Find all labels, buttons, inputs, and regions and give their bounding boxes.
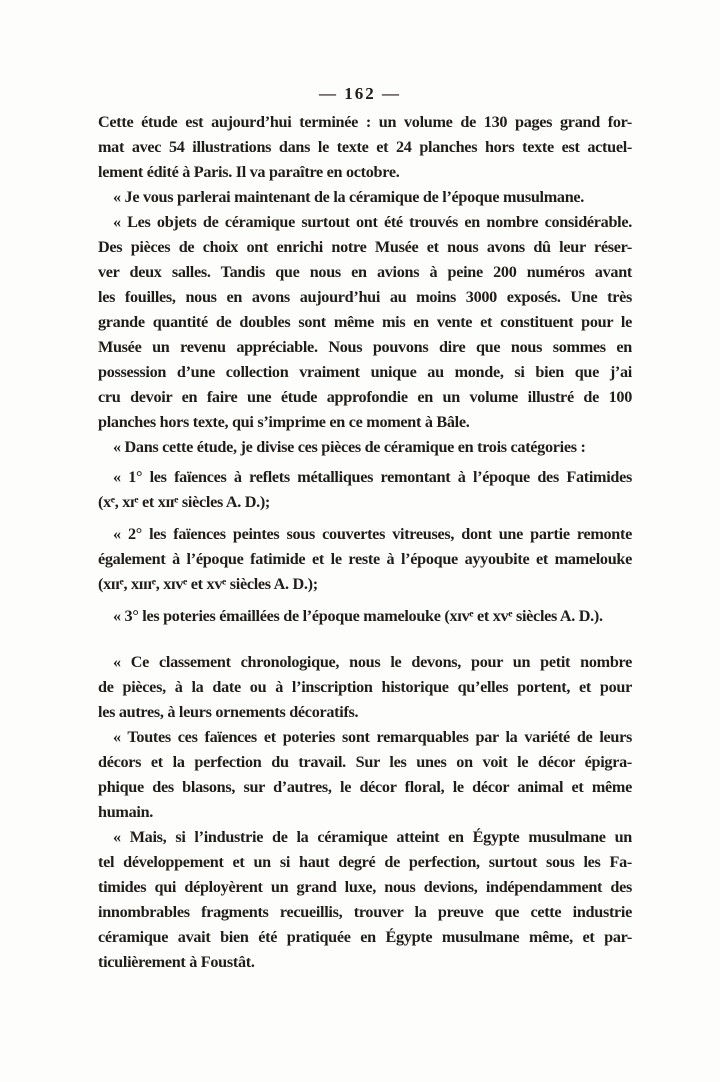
paragraph bbox=[98, 110, 632, 185]
text-block bbox=[98, 110, 632, 975]
text-line: « Toutes ces faïences et poteries sont remarquables par la variété de leurs bbox=[113, 728, 632, 746]
text-line: ver deux salles. Tandis que nous en avions à peine 200 numéros avant bbox=[98, 263, 632, 281]
text-line: timides qui déployèrent un grand luxe, nous devions, indépendamment des bbox=[98, 878, 632, 896]
text-line: possession d’une collection vraiment unique au monde, si bien que j’ai bbox=[98, 363, 632, 381]
paragraph bbox=[98, 435, 632, 460]
paragraph bbox=[98, 725, 632, 825]
text-line: « 3° les poteries émaillées de l’époque mamelouke (xɪᴠᵉ et xᴠᵉ siècles A. D.). bbox=[113, 607, 603, 625]
text-line: (xɪɪᵉ, xɪɪɪᵉ, xɪᴠᵉ et xᴠᵉ siècles A. D.); bbox=[98, 575, 318, 593]
category-item-1 bbox=[98, 465, 632, 515]
text-line: phique des blasons, sur d’autres, le décor floral, le décor animal et même bbox=[98, 778, 632, 796]
paragraph bbox=[98, 825, 632, 975]
text-line: « Ce classement chronologique, nous le devons, pour un petit nombre bbox=[113, 653, 632, 671]
text-line: humain. bbox=[98, 803, 154, 821]
text-line: planches hors texte, qui s’imprime en ce moment à Bâle. bbox=[98, 413, 470, 431]
text-line: ticulièrement à Foustât. bbox=[98, 953, 255, 971]
text-line: « Je vous parlerai maintenant de la céramique de l’époque musulmane. bbox=[113, 188, 585, 206]
text-line: de pièces, à la date ou à l’inscription historique qu’elles portent, et pour bbox=[98, 678, 632, 696]
text-line: « 2° les faïences peintes sous couvertes vitreuses, dont une partie remonte bbox=[113, 525, 632, 543]
text-line: innombrables fragments recueillis, trouver la preuve que cette industrie bbox=[98, 903, 632, 921]
text-line: décors et la perfection du travail. Sur les unes on voit le décor épigra- bbox=[98, 753, 632, 771]
text-line: les fouilles, nous en avons aujourd’hui au moins 3000 exposés. Une très bbox=[98, 288, 632, 306]
page-number: — 162 — bbox=[319, 84, 401, 103]
text-line: « Dans cette étude, je divise ces pièces de céramique en trois catégories : bbox=[113, 438, 586, 456]
text-line: Musée un revenu appréciable. Nous pouvons dire que nous sommes en bbox=[98, 338, 632, 356]
text-line: « Les objets de céramique surtout ont été trouvés en nombre considérable. bbox=[113, 213, 632, 231]
text-line: céramique avait bien été pratiquée en Égypte musulmane même, et par- bbox=[98, 928, 632, 946]
text-line: « 1° les faïences à reflets métalliques remontant à l’époque des Fatimides bbox=[113, 468, 632, 486]
text-line: les autres, à leurs ornements décoratifs. bbox=[98, 703, 359, 721]
text-line: Des pièces de choix ont enrichi notre Musée et nous avons dû leur réser- bbox=[98, 238, 632, 256]
text-line: grande quantité de doubles sont même mis en vente et constituent pour le bbox=[98, 313, 632, 331]
paragraph bbox=[98, 185, 632, 210]
category-item-2 bbox=[98, 522, 632, 597]
text-line: lement édité à Paris. Il va paraître en octobre. bbox=[98, 163, 400, 181]
paragraph bbox=[98, 650, 632, 725]
text-line: cru devoir en faire une étude approfondie en un volume illustré de 100 bbox=[98, 388, 632, 406]
category-item-3 bbox=[98, 604, 632, 629]
text-line: également à l’époque fatimide et le reste à l’époque ayyoubite et mamelouke bbox=[98, 550, 632, 568]
text-line: « Mais, si l’industrie de la céramique atteint en Égypte musulmane un bbox=[113, 828, 632, 846]
text-line: tel développement et un si haut degré de perfection, surtout sous les Fa- bbox=[98, 853, 632, 871]
text-line: mat avec 54 illustrations dans le texte et 24 planches hors texte est actuel- bbox=[98, 138, 632, 156]
paragraph bbox=[98, 210, 632, 435]
text-line: Cette étude est aujourd’hui terminée : un volume de 130 pages grand for- bbox=[98, 113, 632, 131]
text-line: (xᵉ, xɪᵉ et xɪɪᵉ siècles A. D.); bbox=[98, 493, 271, 511]
